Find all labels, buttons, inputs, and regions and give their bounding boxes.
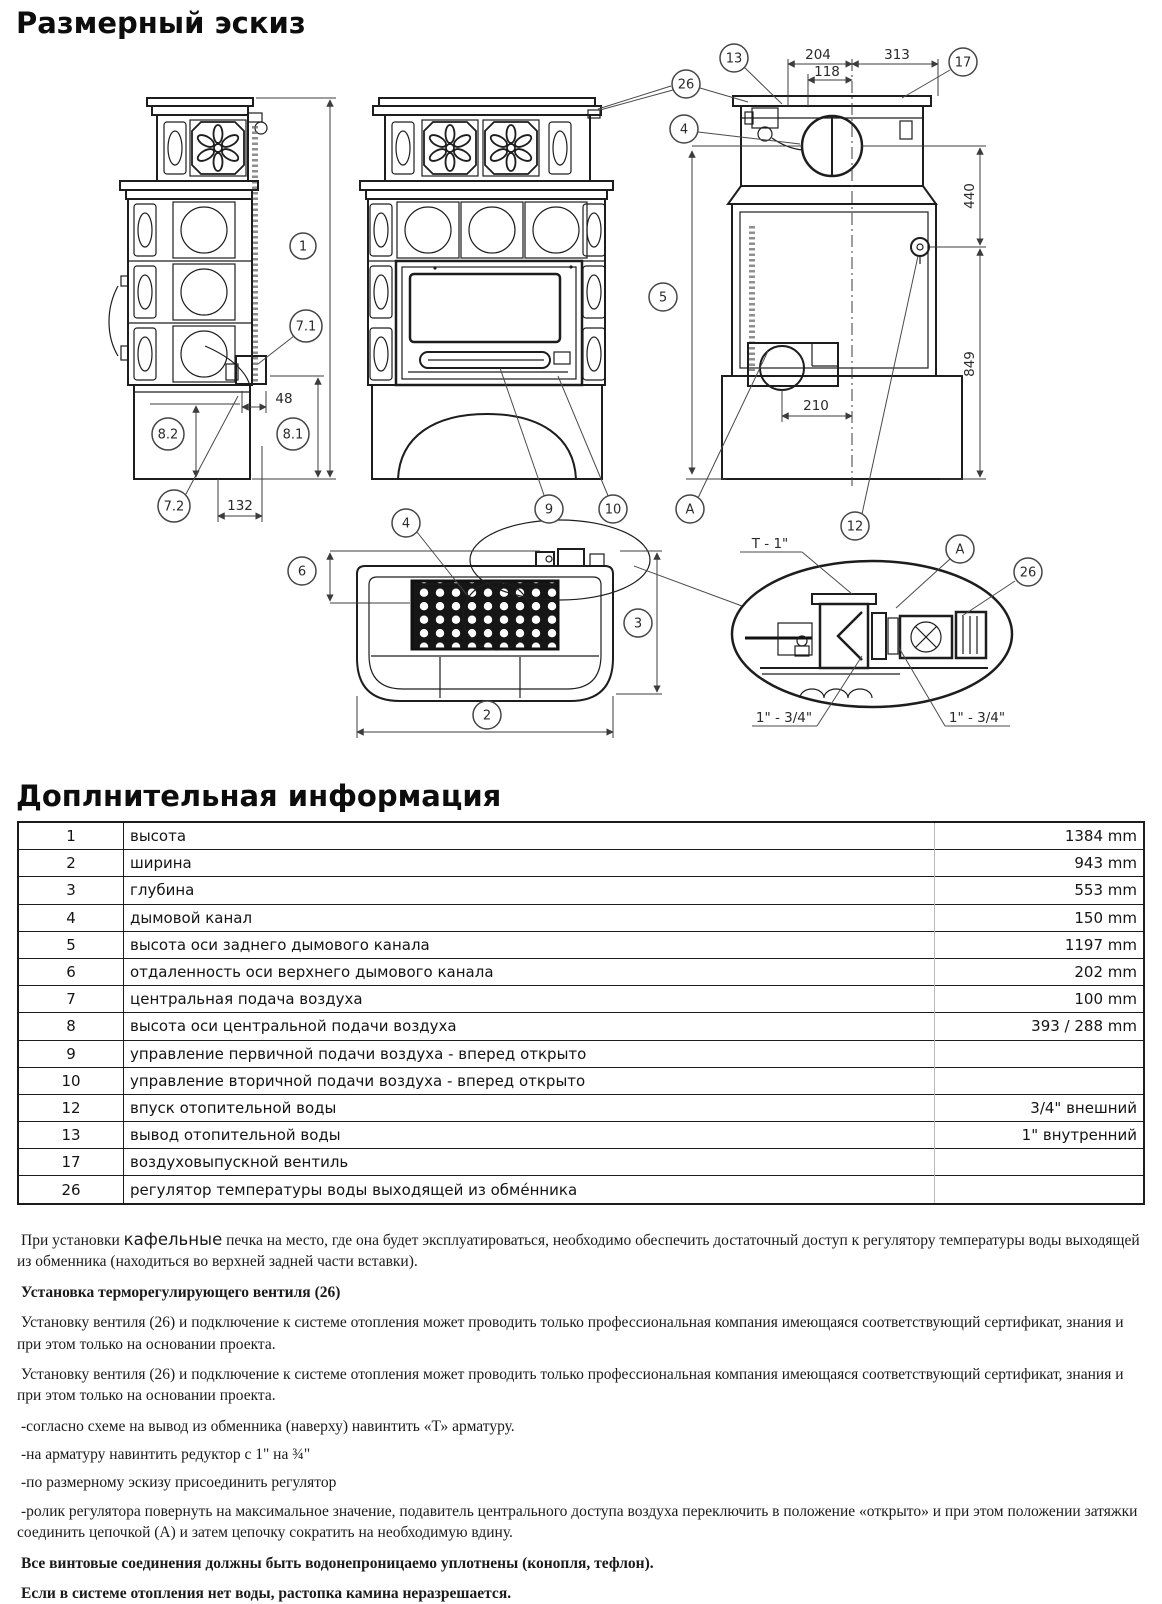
svg-text:5: 5 xyxy=(658,290,668,306)
note-heading-valve-install: Установка терморегулирующего вентиля (26) xyxy=(21,1283,341,1301)
callout-26-detail xyxy=(1014,558,1042,586)
table-row xyxy=(18,1067,1144,1094)
row-value: 1197 mm xyxy=(935,931,1145,958)
callout-8-2 xyxy=(152,418,184,450)
note-paragraph-certified-company: Установку вентиля (26) и подключение к системе отопления может проводить только профессиональная компания имеющаяся соответствующий сертификат, знания и при этом только на основании проекта. xyxy=(17,1314,1124,1353)
svg-text:132: 132 xyxy=(227,498,253,514)
svg-text:17: 17 xyxy=(954,55,972,71)
table-row xyxy=(18,850,1144,877)
note-paragraph-certified-company-repeat: Установку вентиля (26) и подключение к системе отопления может проводить только профессиональная компания имеющаяся соответствующий сертификат, знания и при этом только на основании проекта. xyxy=(17,1365,1124,1405)
callout-7-2 xyxy=(158,490,190,522)
detail-view xyxy=(732,561,1012,707)
row-number: 3 xyxy=(18,877,124,904)
row-description: дымовой канал xyxy=(124,904,935,931)
callout-4-rear xyxy=(670,115,698,143)
row-number: 26 xyxy=(18,1176,124,1204)
row-description: ширина xyxy=(124,850,935,877)
leader-26-front xyxy=(598,86,671,109)
row-description: высота xyxy=(124,822,935,850)
callout-10 xyxy=(599,495,627,523)
reducer-left-label: 1" - 3/4" xyxy=(755,710,813,726)
row-value xyxy=(935,1040,1145,1067)
callout-5 xyxy=(649,283,677,311)
row-number: 5 xyxy=(18,931,124,958)
note-list-item-t-fitting: -согласно схеме на вывод из обменника (наверху) навинтить «Т» арматуру. xyxy=(21,1417,515,1435)
row-value: 3/4" внешний xyxy=(935,1094,1145,1121)
row-value xyxy=(935,1176,1145,1204)
table-row xyxy=(18,1122,1144,1149)
row-value: 553 mm xyxy=(935,877,1145,904)
row-value xyxy=(935,1149,1145,1176)
row-number: 8 xyxy=(18,1013,124,1040)
row-number: 9 xyxy=(18,1040,124,1067)
svg-text:26: 26 xyxy=(677,77,695,93)
callout-13 xyxy=(720,44,748,72)
table-row xyxy=(18,822,1144,850)
callout-1 xyxy=(290,233,316,259)
svg-text:118: 118 xyxy=(814,64,840,80)
callout-7-1 xyxy=(290,310,322,342)
row-description: высота оси центральной подачи воздуха xyxy=(124,1013,935,1040)
table-row xyxy=(18,1176,1144,1204)
note-list-item-reducer: -на арматуру навинтить редуктор с 1" на ¾" xyxy=(21,1446,311,1464)
svg-text:48: 48 xyxy=(275,391,293,407)
svg-text:10: 10 xyxy=(604,502,622,518)
callout-2 xyxy=(473,701,501,729)
rear-view xyxy=(722,96,962,479)
section-title: Доплнительная информация xyxy=(16,779,502,813)
callout-12 xyxy=(841,512,869,540)
top-view xyxy=(357,520,650,701)
info-table xyxy=(17,821,1145,1205)
svg-text:4: 4 xyxy=(401,516,411,532)
row-number: 4 xyxy=(18,904,124,931)
table-row xyxy=(18,1013,1144,1040)
page-title: Размерный эскиз xyxy=(16,6,306,40)
svg-text:204: 204 xyxy=(805,47,831,63)
row-description: управление первичной подачи воздуха - вперед открыто xyxy=(124,1040,935,1067)
row-description: впуск отопительной воды xyxy=(124,1094,935,1121)
row-value: 943 mm xyxy=(935,850,1145,877)
notes-section xyxy=(17,1229,1145,1604)
svg-text:1: 1 xyxy=(298,239,308,255)
callout-6 xyxy=(288,557,316,585)
callout-9 xyxy=(535,495,563,523)
svg-text:6: 6 xyxy=(297,564,307,580)
note-text: При установки xyxy=(21,1231,124,1249)
callout-8-1 xyxy=(277,418,309,450)
row-description: воздуховыпускной вентиль xyxy=(124,1149,935,1176)
callout-3 xyxy=(624,609,652,637)
row-description: вывод отопительной воды xyxy=(124,1122,935,1149)
row-value: 1384 mm xyxy=(935,822,1145,850)
table-row xyxy=(18,904,1144,931)
detail-labels xyxy=(740,536,1015,726)
note-bold-no-water: Если в системе отопления нет воды, растопка камина неразрешается. xyxy=(21,1584,512,1602)
t-fitting-label: T - 1" xyxy=(751,536,789,552)
row-number: 6 xyxy=(18,958,124,985)
table-row xyxy=(18,1040,1144,1067)
row-number: 7 xyxy=(18,986,124,1013)
svg-text:7.2: 7.2 xyxy=(163,499,185,515)
row-value: 393 / 288 mm xyxy=(935,1013,1145,1040)
row-number: 13 xyxy=(18,1122,124,1149)
row-number: 10 xyxy=(18,1067,124,1094)
row-value: 1" внутренний xyxy=(935,1122,1145,1149)
table-row xyxy=(18,877,1144,904)
svg-text:2: 2 xyxy=(482,708,492,724)
svg-text:A: A xyxy=(685,502,695,518)
dimensional-sketch xyxy=(0,46,1162,761)
row-description: регулятор температуры воды выходящей из обме́нника xyxy=(124,1176,935,1204)
svg-text:849: 849 xyxy=(962,351,978,377)
svg-text:440: 440 xyxy=(962,183,978,209)
table-row xyxy=(18,958,1144,985)
front-view xyxy=(360,98,613,479)
note-paragraph-install xyxy=(17,1229,1145,1273)
row-description: высота оси заднего дымового канала xyxy=(124,931,935,958)
note-emphasis: кафельные xyxy=(123,1229,223,1249)
row-description: управление вторичной подачи воздуха - вперед открыто xyxy=(124,1067,935,1094)
row-value: 100 mm xyxy=(935,986,1145,1013)
table-row xyxy=(18,1094,1144,1121)
table-row xyxy=(18,986,1144,1013)
callout-4-top xyxy=(392,509,420,537)
svg-text:7.1: 7.1 xyxy=(295,319,317,335)
row-value: 202 mm xyxy=(935,958,1145,985)
svg-text:13: 13 xyxy=(725,51,743,67)
note-list-item-regulator: -по размерному эскизу присоединить регулятор xyxy=(21,1474,337,1492)
callout-a-detail xyxy=(946,535,974,563)
svg-text:26: 26 xyxy=(1019,565,1037,581)
note-list-item-roller: -ролик регулятора повернуть на максимальное значение, подавитель центрального доступа воздуха переключить в положение «открыто» и при этом положении затяжки соединить цепочкой (А) и затем цепочку сократить на необходимую вдину. xyxy=(17,1502,1138,1542)
row-number: 17 xyxy=(18,1149,124,1176)
row-description: глубина xyxy=(124,877,935,904)
callout-a-rear xyxy=(676,495,704,523)
svg-text:A: A xyxy=(955,542,965,558)
callout-17 xyxy=(949,48,977,76)
row-number: 12 xyxy=(18,1094,124,1121)
svg-text:9: 9 xyxy=(544,502,554,518)
svg-text:4: 4 xyxy=(679,122,689,138)
note-bold-sealing: Все винтовые соединения должны быть водонепроницаемо уплотнены (конопля, тефлон). xyxy=(21,1554,654,1572)
row-number: 1 xyxy=(18,822,124,850)
svg-text:313: 313 xyxy=(884,47,910,63)
side-view xyxy=(109,98,267,479)
row-number: 2 xyxy=(18,850,124,877)
row-value: 150 mm xyxy=(935,904,1145,931)
row-value xyxy=(935,1067,1145,1094)
reducer-right-label: 1" - 3/4" xyxy=(948,710,1006,726)
svg-text:8.1: 8.1 xyxy=(282,427,304,443)
table-row xyxy=(18,1149,1144,1176)
callout-26-rear xyxy=(672,70,700,98)
svg-text:3: 3 xyxy=(633,616,643,632)
row-description: отдаленность оси верхнего дымового канала xyxy=(124,958,935,985)
note-text: печка на место, где она будет эксплуатироваться, необходимо обеспечить достаточный доступ к регулятору температуры воды выходящей из обменника (находиться во верхней задней части вставки). xyxy=(17,1231,1140,1271)
svg-text:210: 210 xyxy=(803,398,829,414)
table-row xyxy=(18,931,1144,958)
row-description: центральная подача воздуха xyxy=(124,986,935,1013)
svg-text:8.2: 8.2 xyxy=(157,427,179,443)
svg-text:12: 12 xyxy=(846,519,864,535)
